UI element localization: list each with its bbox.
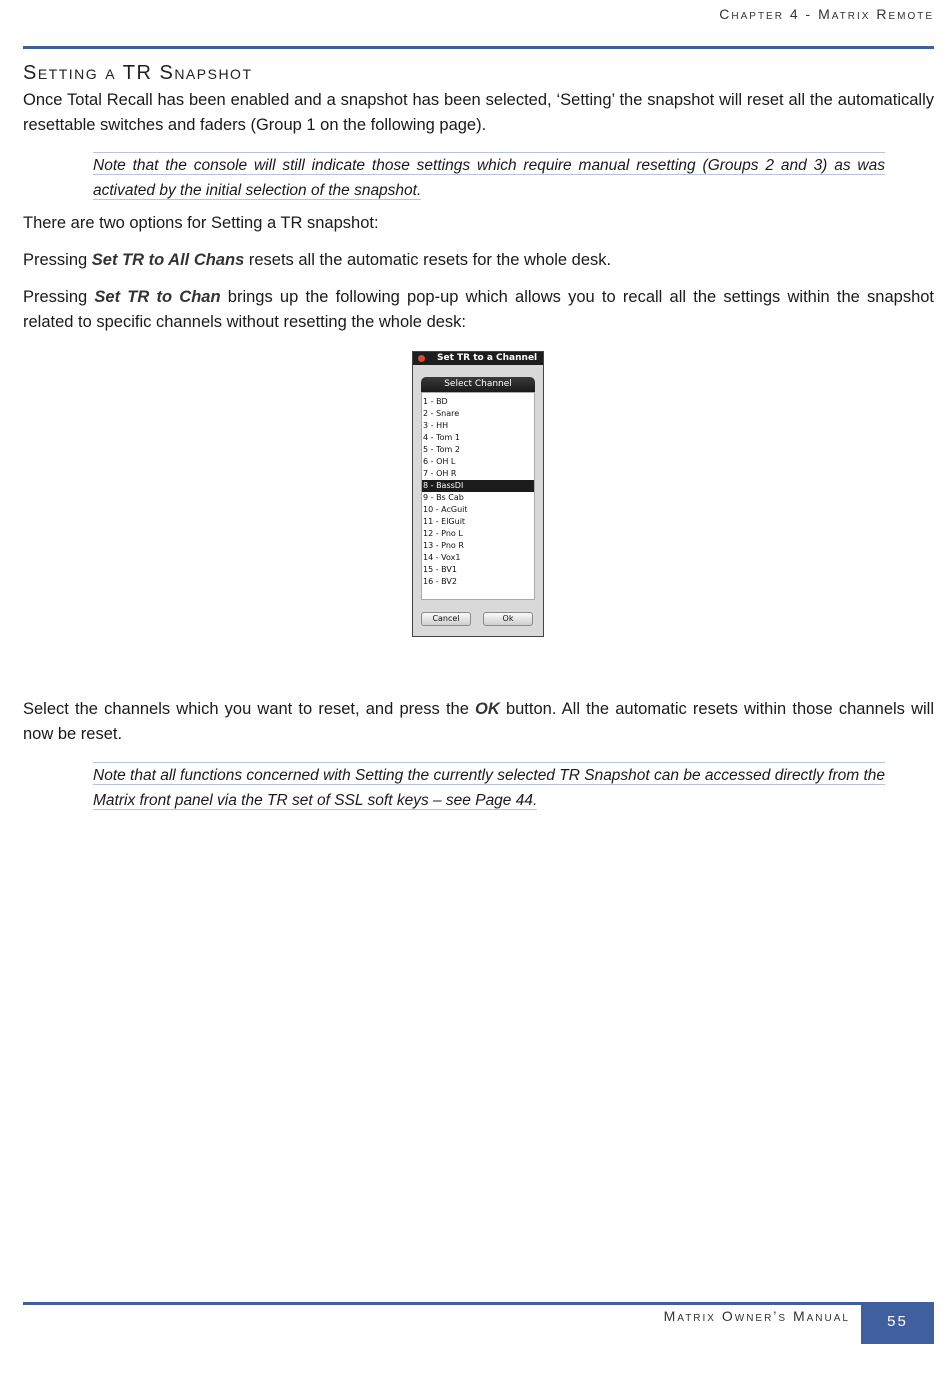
select-text: Select the channels which you want to reset, and press the bbox=[23, 700, 476, 718]
channel-list[interactable] bbox=[421, 392, 535, 600]
channel-list-item[interactable]: 3 - HH bbox=[423, 421, 449, 430]
cancel-button[interactable]: Cancel bbox=[421, 612, 471, 626]
chapter-header: Chapter 4 - Matrix Remote bbox=[719, 6, 934, 22]
ok-button[interactable]: Ok bbox=[483, 612, 533, 626]
channel-list-item[interactable]: 11 - ElGuit bbox=[423, 517, 466, 526]
channel-list-item[interactable]: 8 - BassDI bbox=[422, 480, 534, 492]
reset-text: button. All the automatic resets within those channels will now be reset. bbox=[23, 700, 934, 743]
channel-list-item[interactable]: 13 - Pno R bbox=[423, 541, 464, 550]
dialog-title: Set TR to a Channel bbox=[437, 353, 538, 363]
page-number: 55 bbox=[861, 1302, 934, 1344]
section-title: Setting a TR Snapshot bbox=[23, 62, 253, 84]
note-front-panel bbox=[93, 762, 885, 813]
all-chans-paragraph bbox=[23, 248, 934, 273]
manual-title: Matrix Owner’s Manual bbox=[663, 1308, 850, 1324]
channel-list-item[interactable]: 16 - BV2 bbox=[423, 577, 457, 586]
close-icon[interactable] bbox=[418, 355, 425, 362]
channel-list-item[interactable]: 12 - Pno L bbox=[423, 529, 463, 538]
select-channels-paragraph bbox=[23, 697, 934, 747]
channel-list-item[interactable]: 5 - Tom 2 bbox=[423, 445, 460, 454]
intro-paragraph: Once Total Recall has been enabled and a snapshot has been selected, ‘Setting’ the snapshot will reset all the automatically resettable switches and faders (Group 1 on the following page). bbox=[23, 91, 934, 134]
channel-list-item[interactable]: 9 - Bs Cab bbox=[423, 493, 464, 502]
chan-paragraph bbox=[23, 285, 934, 335]
channel-list-item[interactable]: 1 - BD bbox=[423, 397, 448, 406]
note-text: Note that all functions concerned with Setting the currently selected TR Snapshot can be accessed directly from the Matrix front panel via the TR set of SSL soft keys – see Page 44. bbox=[93, 767, 885, 809]
footer-rule bbox=[23, 1302, 934, 1305]
options-paragraph: There are two options for Setting a TR snapshot: bbox=[23, 214, 379, 232]
header-rule bbox=[23, 46, 934, 49]
channel-list-item[interactable]: 6 - OH L bbox=[423, 457, 456, 466]
select-channel-header: Select Channel bbox=[421, 377, 535, 392]
set-tr-all-chans-term: Set TR to All Chans bbox=[91, 251, 245, 269]
channel-list-item[interactable]: 10 - AcGuit bbox=[423, 505, 468, 514]
channel-list-item[interactable]: 7 - OH R bbox=[423, 469, 457, 478]
channel-list-item[interactable]: 4 - Tom 1 bbox=[423, 433, 460, 442]
note-manual-resetting bbox=[93, 152, 885, 203]
ok-term: OK bbox=[475, 700, 500, 718]
set-tr-chan-term: Set TR to Chan bbox=[94, 288, 221, 306]
channel-list-item[interactable]: 14 - Vox1 bbox=[423, 553, 461, 562]
all-chans-text: resets all the automatic resets for the whole desk. bbox=[244, 251, 612, 269]
chan-text: brings up the following pop-up which allows you to recall all the settings within the snapshot related to specific channels without resetting the whole desk: bbox=[23, 288, 935, 331]
channel-list-item[interactable]: 15 - BV1 bbox=[423, 565, 457, 574]
set-tr-channel-dialog bbox=[412, 351, 544, 637]
dialog-titlebar bbox=[413, 352, 543, 365]
note-text: Note that the console will still indicate those settings which require manual resetting (Groups 2 and 3) as was activated by the initial selection of the snapshot. bbox=[93, 157, 885, 199]
pressing-text: Pressing bbox=[23, 251, 92, 269]
channel-list-item[interactable]: 2 - Snare bbox=[423, 409, 460, 418]
pressing-text: Pressing bbox=[23, 288, 95, 306]
